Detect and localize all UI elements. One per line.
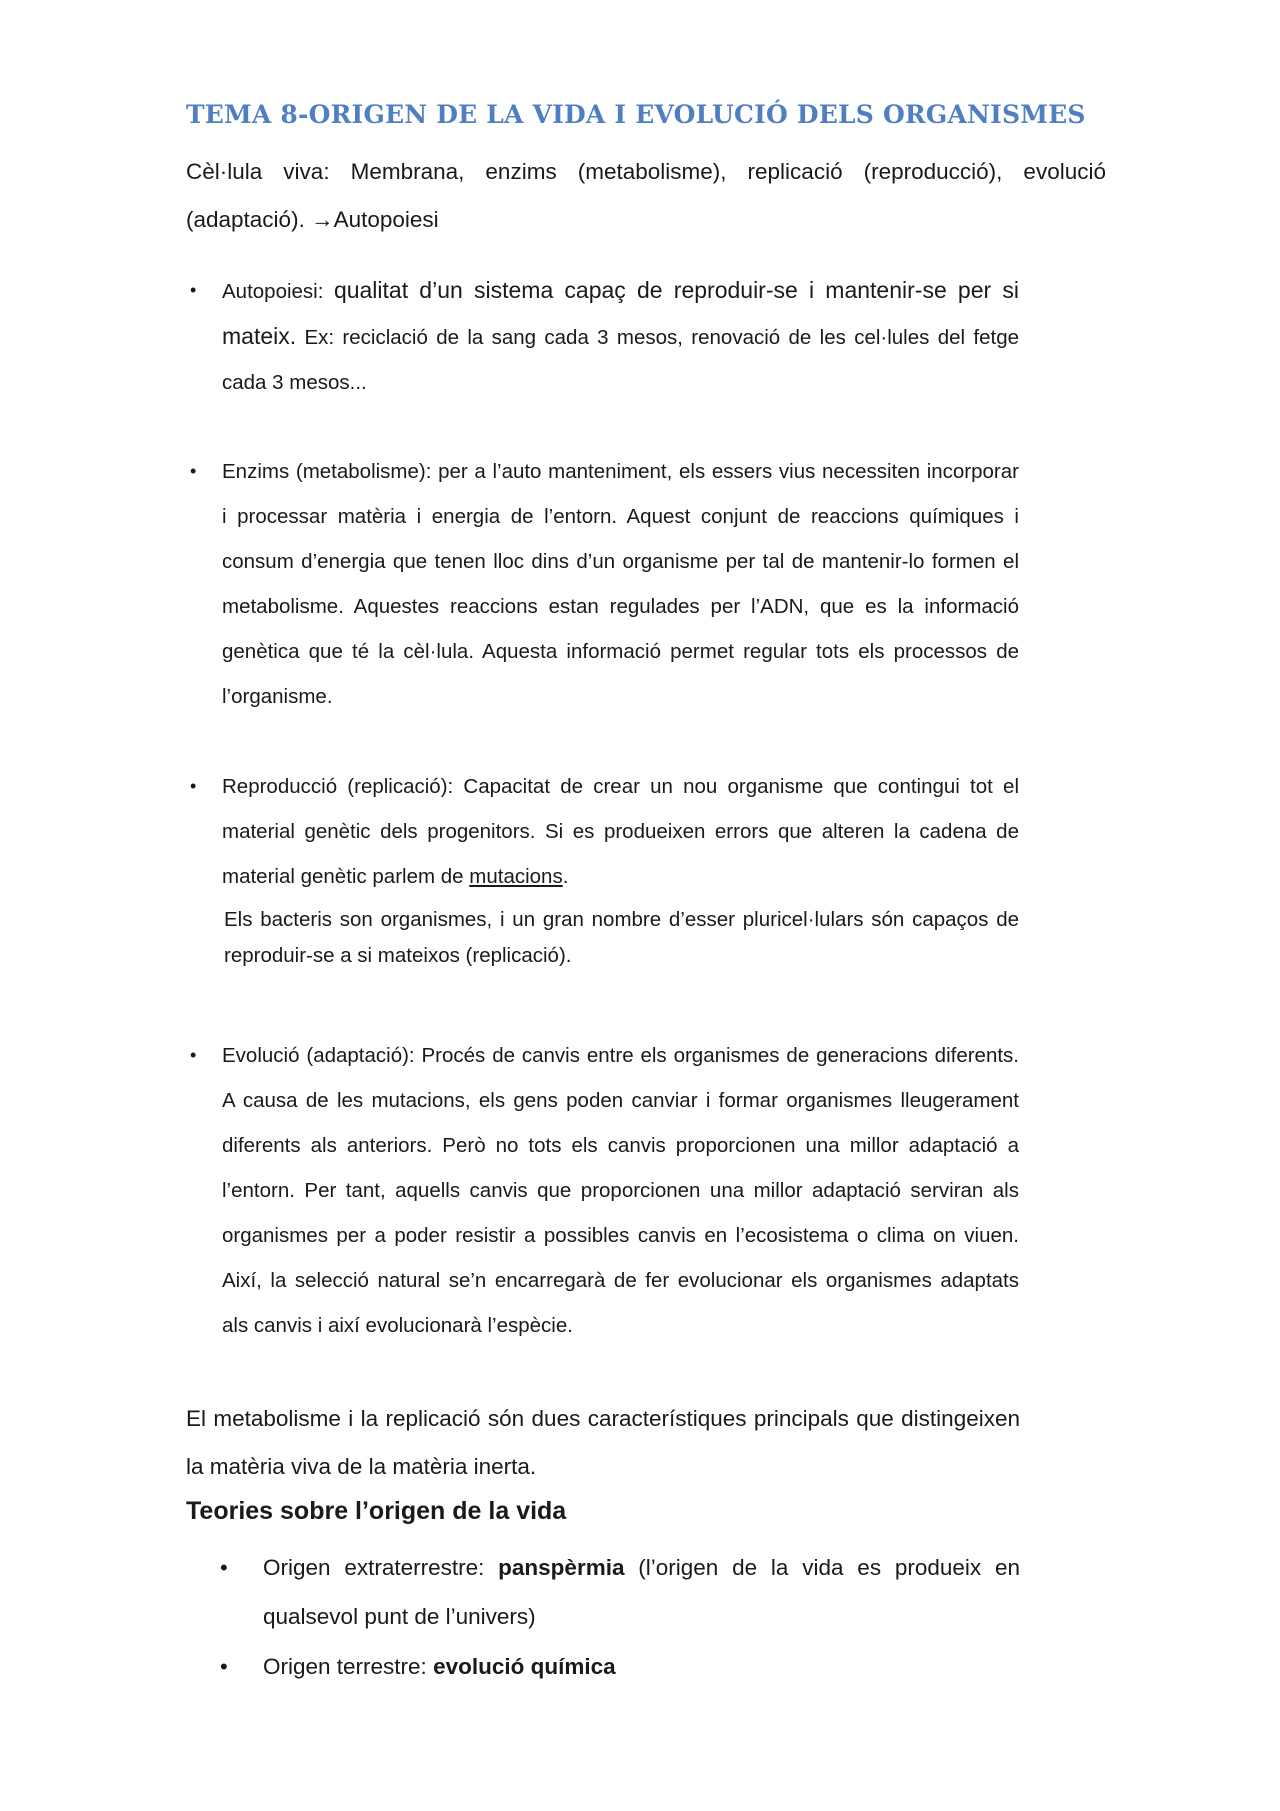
autopoiesi-term: Autopoiesi:	[222, 280, 334, 303]
reproduccio-end: .	[562, 865, 569, 888]
theory-rest: (l’origen de la vida es produeix en qualsevol punt de l’univers)	[263, 1555, 1020, 1629]
theories-heading: Teories sobre l’origen de la vida	[186, 1497, 567, 1525]
bullet-icon: •	[190, 1045, 197, 1065]
theory-bold: panspèrmia	[498, 1555, 625, 1580]
theory-text	[263, 1642, 1020, 1691]
page-title: TEMA 8-ORIGEN DE LA VIDA I EVOLUCIÓ DELS ORGANISMES	[186, 100, 1086, 129]
intro-paragraph	[186, 148, 1106, 244]
evolucio-text: Evolució (adaptació): Procés de canvis entre els organismes de generacions diferents. A causa de les mutacions, els gens poden canviar i formar organismes lleugerament diferents als anteriors. Però no tots els canvis proporcionen una millor adaptació a l’entorn. Per tant, aquells canvis que proporcionen una millor adaptació serviran als organismes per a poder resistir a possibles canvis en l’ecosistema o clima on viuen. Així, la selecció natural se’n encarregarà de fer evolucionar els organismes adaptats als canvis i així evolucionarà l’espècie.	[222, 1044, 1019, 1337]
theory-label: Origen terrestre:	[263, 1654, 434, 1679]
summary-paragraph: El metabolisme i la replicació són dues característiques principals que distingeixen la matèria viva de la matèria inerta.	[186, 1406, 1020, 1479]
theory-text	[263, 1543, 1020, 1641]
intro-text: Cèl·lula viva: Membrana, enzims (metabolisme), replicació (reproducció), evolució (adaptació).	[186, 159, 1106, 232]
bullet-icon: •	[190, 280, 197, 300]
enzims-text: Enzims (metabolisme): per a l’auto manteniment, els essers vius necessiten incorporar i processar matèria i energia de l’entorn. Aquest conjunt de reaccions químiques i consum d’energia que tenen lloc dins d’un organisme per tal de mantenir-lo formen el metabolisme. Aquestes reaccions estan regulades per l’ADN, que es la informació genètica que té la cèl·lula. Aquesta informació permet regular tots els processos de l’organisme.	[222, 460, 1019, 708]
bullet-icon: •	[220, 1555, 228, 1580]
intro-after: Autopoiesi	[333, 207, 439, 232]
reproduccio-body: Reproducció (replicació): Capacitat de crear un nou organisme que contingui tot el material genètic dels progenitors. Si es produeixen errors que alteren la cadena de material genètic parlem de	[222, 775, 1019, 888]
bullet-icon: •	[190, 776, 197, 796]
theory-label: Origen extraterrestre:	[263, 1555, 499, 1580]
reproduccio-text	[222, 764, 1019, 899]
bullet-icon: •	[190, 461, 197, 481]
theory-bold: evolució química	[433, 1654, 616, 1679]
autopoiesi-text	[222, 268, 1019, 405]
autopoiesi-example: Ex: reciclació de la sang cada 3 mesos, renovació de les cel·lules del fetge cada 3 mesos...	[222, 326, 1019, 394]
mutacions-link: mutacions	[469, 865, 563, 888]
arrow-icon: →	[311, 207, 334, 232]
bullet-icon: •	[220, 1654, 228, 1679]
reproduccio-note: Els bacteris son organismes, i un gran nombre d’esser pluricel·lulars són capaços de reproduir-se a si mateixos (replicació).	[224, 908, 1019, 967]
autopoiesi-definition: qualitat d’un sistema capaç de reproduir-se i mantenir-se per si mateix.	[222, 277, 1019, 349]
